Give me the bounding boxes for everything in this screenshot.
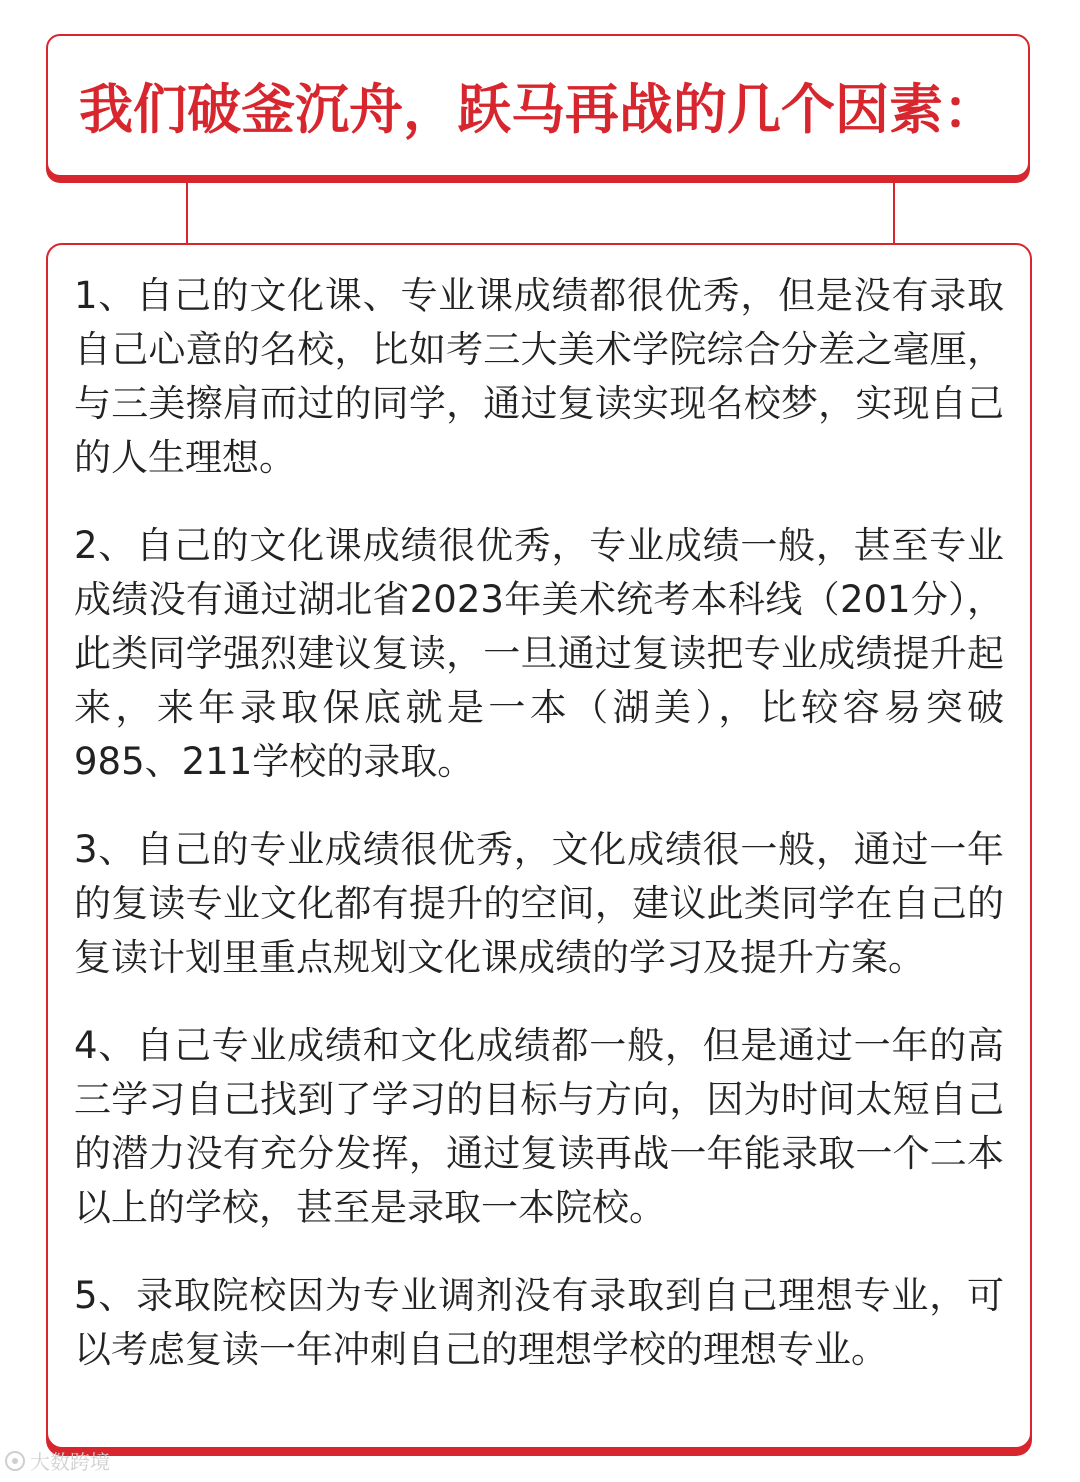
connector-left bbox=[186, 183, 188, 245]
factor-item-3: 3、自己的专业成绩很优秀，文化成绩很一般，通过一年的复读专业文化都有提升的空间，建议此类同学在自己的复读计划里重点规划文化课成绩的学习及提升方案。 bbox=[74, 828, 1004, 979]
content-box bbox=[46, 243, 1032, 1449]
watermark bbox=[4, 1446, 110, 1475]
page-title: 我们破釜沉舟，跃马再战的几个因素： bbox=[79, 78, 997, 141]
factor-list bbox=[74, 269, 1004, 1411]
watermark-logo-icon bbox=[4, 1450, 26, 1472]
watermark-text: 大数跨境 bbox=[30, 1450, 110, 1474]
title-box bbox=[46, 34, 1030, 177]
factor-item-2: 2、自己的文化课成绩很优秀，专业成绩一般，甚至专业成绩没有通过湖北省2023年美术统考本科线（201分），此类同学强烈建议复读，一旦通过复读把专业成绩提升起来，来年录取保底就是一本（湖美），比较容易突破985、211学校的录取。 bbox=[74, 524, 1004, 783]
factor-item-1: 1、自己的文化课、专业课成绩都很优秀，但是没有录取自己心意的名校，比如考三大美术学院综合分差之毫厘，与三美擦肩而过的同学，通过复读实现名校梦，实现自己的人生理想。 bbox=[74, 274, 1004, 479]
factor-item-4: 4、自己专业成绩和文化成绩都一般，但是通过一年的高三学习自己找到了学习的目标与方向，因为时间太短自己的潜力没有充分发挥，通过复读再战一年能录取一个二本以上的学校，甚至是录取一本院校。 bbox=[74, 1024, 1004, 1229]
factor-item-5: 5、录取院校因为专业调剂没有录取到自己理想专业，可以考虑复读一年冲刺自己的理想学校的理想专业。 bbox=[74, 1274, 1004, 1371]
connector-right bbox=[893, 183, 895, 245]
